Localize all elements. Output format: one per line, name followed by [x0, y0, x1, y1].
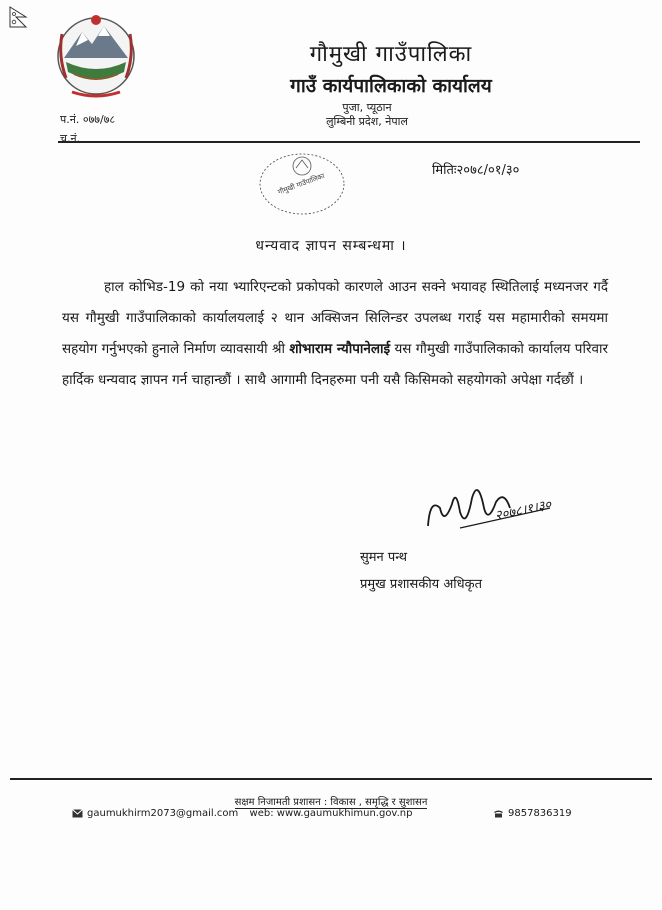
- footer-email: gaumukhirm2073@gmail.com: [72, 808, 238, 819]
- office-title: गाउँ कार्यपालिकाको कार्यालय: [290, 75, 492, 97]
- letter-body: [62, 272, 608, 396]
- stamp-text: गौमुखी गाउँपालिका: [276, 172, 326, 197]
- letter-number: प.नं. ०७७/७८: [60, 113, 116, 126]
- address-line-1: पुजा, प्यूठान: [342, 101, 392, 114]
- recipient-name: शोभाराम न्यौपानेलाई: [289, 341, 391, 357]
- header-divider: [58, 141, 640, 143]
- body-text-part2: यस गौमुखी गाउँपालिकाको कार्यालय परिवार हार्दिक धन्यवाद ज्ञापन गर्न चाहान्छौं । साथै आगामी दिनहरुमा पनी यसै किसिमको सहयोगको अपेक्षा गर्दछौं ।: [62, 341, 608, 388]
- footer-motto: सक्षम निजामती प्रशासन : विकास , समृद्धि र सुशासन: [234, 797, 428, 808]
- footer-website: web: www.gaumukhimun.gov.np: [249, 808, 413, 819]
- nepal-flag-icon: [8, 6, 28, 28]
- dispatch-number: च.नं.: [60, 132, 81, 145]
- office-stamp-icon: [256, 150, 348, 220]
- signature-date: २०७८।१।३०: [493, 497, 553, 524]
- body-text-part1: हाल कोभिड-19 को नया भ्यारिएन्टको प्रकोपको कारणले आउन सक्ने भयावह स्थितिलाई मध्यनजर गर्दै यस गौमुखी गाउँपालिकाको कार्यालयलाई २ थान अक्सिजन सिलिन्डर उपलब्ध गराई यस महामारीको समयमा सहयोग गर्नुभएको हुनाले निर्माण व्यावसायी श्री: [62, 279, 608, 357]
- municipality-title: गौमुखी गाउँपालिका: [309, 42, 473, 67]
- signature-icon: [400, 468, 560, 548]
- letter-subject: धन्यवाद ज्ञापन सम्बन्धमा ।: [255, 238, 407, 254]
- signatory-title: प्रमुख प्रशासकीय अधिकृत: [360, 577, 483, 592]
- footer-phone: 9857836319: [493, 808, 572, 819]
- letter-date: मितिः२०७८/०१/३०: [432, 163, 520, 178]
- address-line-2: लुम्बिनी प्रदेश, नेपाल: [326, 115, 408, 128]
- phone-icon: [493, 809, 504, 818]
- signatory-name: सुमन पन्थ: [360, 550, 408, 565]
- footer-divider: [10, 778, 652, 780]
